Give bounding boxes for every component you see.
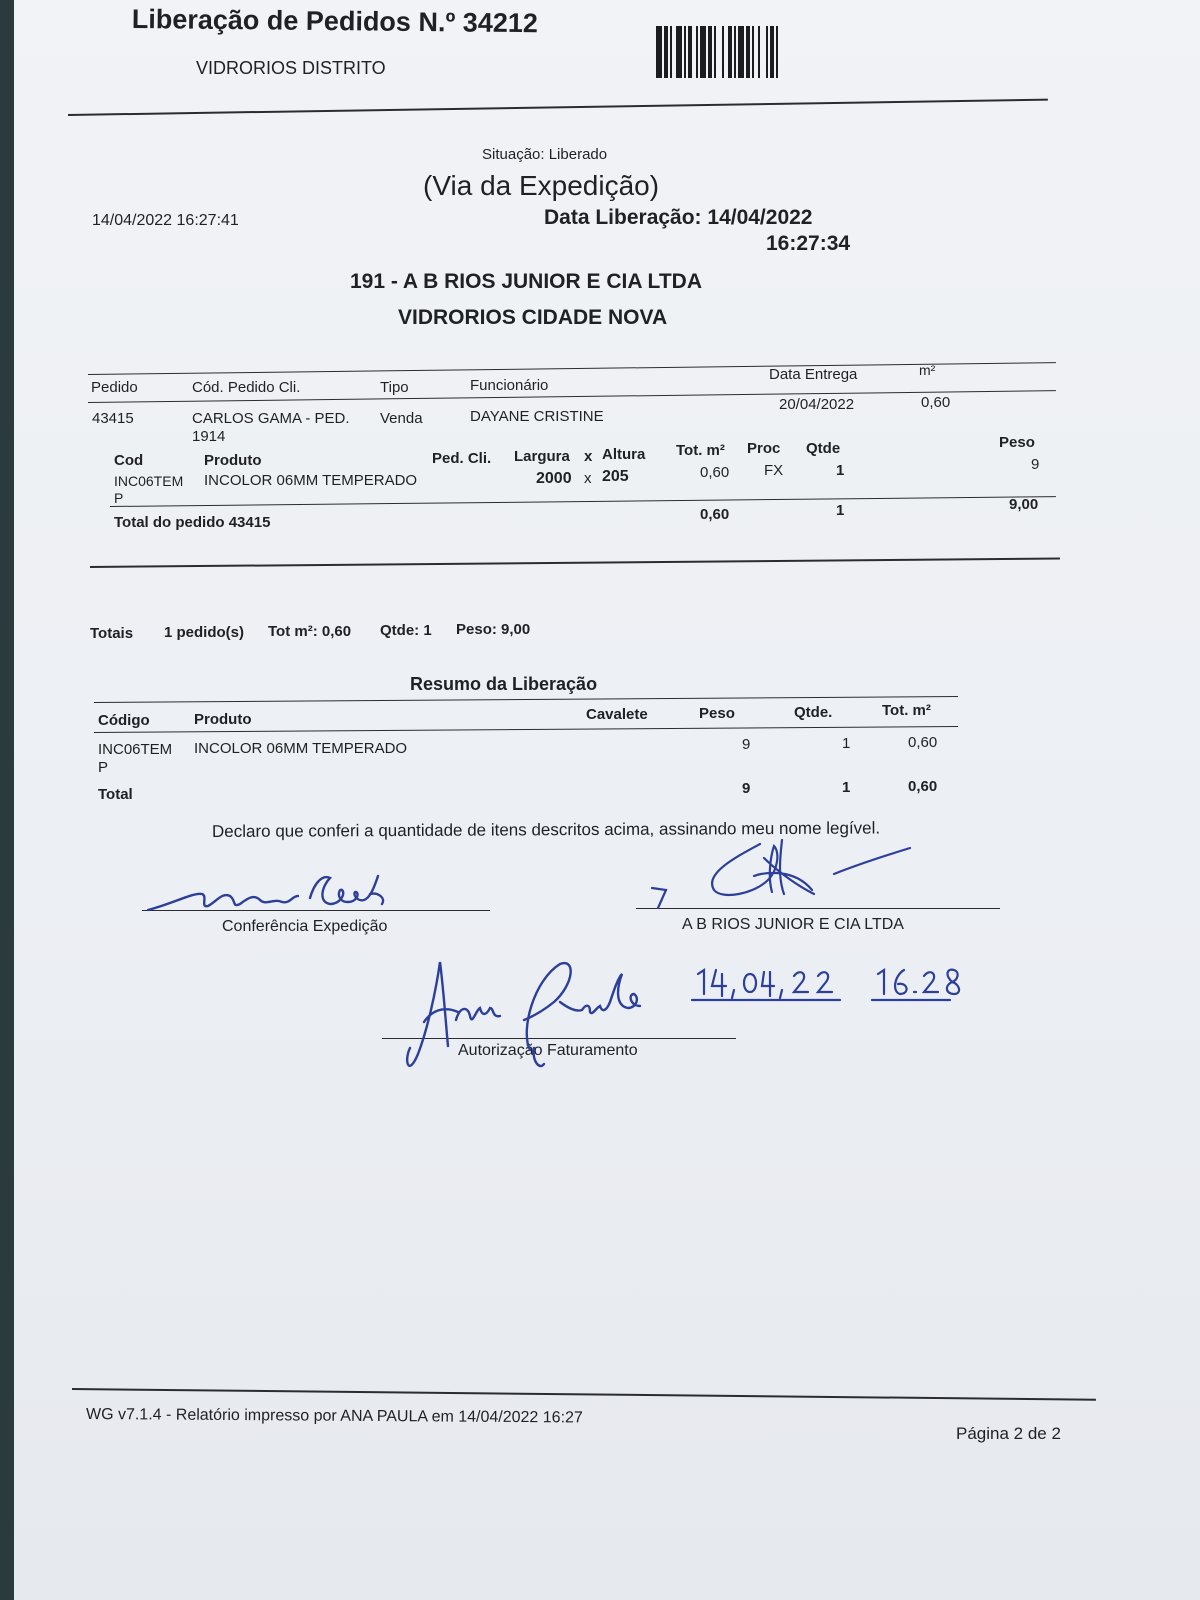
client-name: 191 - A B RIOS JUNIOR E CIA LTDA	[350, 270, 702, 293]
item-header-cod: Cod	[114, 452, 144, 469]
autorizacao-signature	[384, 950, 644, 1080]
col-header-tipo: Tipo	[380, 379, 409, 396]
item-height: 205	[602, 468, 629, 485]
col-header-m2: m²	[919, 362, 936, 378]
document-title: Liberação de Pedidos N.º 34212	[131, 4, 539, 39]
item-proc: FX	[764, 462, 784, 479]
summary-header-peso: Peso	[699, 705, 735, 722]
client-store: VIDRORIOS CIDADE NOVA	[398, 306, 668, 329]
summary-code-cont: P	[98, 759, 109, 776]
print-datetime: 14/04/2022 16:27:41	[92, 212, 239, 229]
client-order-code: CARLOS GAMA - PED.	[192, 410, 350, 427]
item-peso: 9	[1031, 456, 1040, 473]
item-dimension-x: x	[584, 470, 592, 487]
header-divider	[68, 99, 1048, 116]
col-header-funcionario: Funcionário	[470, 377, 549, 394]
item-qtde: 1	[836, 462, 845, 479]
client-order-code-cont: 1914	[192, 428, 226, 445]
conferencia-label: Conferência Expedição	[222, 918, 388, 935]
delivery-date: 20/04/2022	[779, 396, 855, 413]
client-signature	[644, 838, 924, 918]
totals-peso: Peso: 9,00	[456, 621, 531, 638]
summary-header-tot-m2: Tot. m²	[882, 702, 931, 719]
order-type: Venda	[380, 410, 423, 427]
order-total-line	[110, 496, 1056, 507]
summary-total-tot-m2: 0,60	[908, 778, 938, 795]
conferencia-signature	[142, 868, 402, 918]
barcode-gap	[778, 26, 782, 78]
release-time: 16:27:34	[766, 232, 851, 255]
item-code-cont: P	[114, 490, 124, 506]
item-header-largura: Largura	[514, 448, 570, 465]
footer-divider	[72, 1388, 1096, 1401]
item-header-ped-cli: Ped. Cli.	[432, 450, 492, 467]
item-tot-m2: 0,60	[700, 464, 730, 481]
summary-top-line	[94, 696, 958, 703]
declaration-text: Declaro que conferi a quantidade de itens descritos acima, assinando meu nome legível.	[211, 818, 881, 841]
totals-qtde: Qtde: 1	[380, 622, 432, 639]
totals-orders: 1 pedido(s)	[164, 624, 245, 641]
summary-total-label: Total	[98, 786, 133, 803]
item-header-tot-m2: Tot. m²	[676, 442, 725, 459]
summary-header-produto: Produto	[194, 711, 252, 728]
employee-name: DAYANE CRISTINE	[470, 408, 604, 425]
order-total-qtde: 1	[836, 502, 845, 519]
item-product: INCOLOR 06MM TEMPERADO	[204, 472, 418, 489]
order-total-label: Total do pedido 43415	[114, 514, 271, 531]
col-header-pedido: Pedido	[91, 379, 138, 396]
summary-title: Resumo da Liberação	[410, 674, 598, 694]
item-header-altura: Altura	[602, 446, 646, 463]
totals-m2: Tot m²: 0,60	[268, 623, 352, 640]
item-header-peso: Peso	[999, 434, 1035, 451]
branch-subtitle: VIDRORIOS DISTRITO	[196, 58, 386, 78]
summary-total-peso: 9	[742, 780, 751, 797]
summary-header-codigo: Código	[98, 712, 150, 729]
item-header-qtde: Qtde	[806, 440, 841, 457]
release-date-label: Data Liberação: 14/04/2022	[544, 206, 813, 229]
report-footer-text: WG v7.1.4 - Relatório impresso por ANA PAULA em 14/04/2022 16:27	[85, 1406, 583, 1427]
summary-qtde: 1	[842, 735, 851, 752]
item-width: 2000	[536, 470, 572, 487]
barcode-image	[656, 26, 822, 78]
client-signature-label: A B RIOS JUNIOR E CIA LTDA	[682, 916, 904, 933]
col-header-data-entrega: Data Entrega	[769, 366, 858, 383]
handwritten-date	[690, 960, 990, 1008]
page-number: Página 2 de 2	[956, 1424, 1061, 1443]
copy-type-heading: (Via da Expedição)	[423, 170, 660, 201]
item-header-proc: Proc	[747, 440, 781, 457]
order-total-peso: 9,00	[1009, 496, 1039, 513]
col-header-cod-pedido-cli: Cód. Pedido Cli.	[192, 379, 301, 396]
item-header-x: x	[584, 448, 593, 465]
summary-total-qtde: 1	[842, 779, 851, 796]
status-text: Situação: Liberado	[482, 146, 608, 163]
summary-peso: 9	[742, 736, 751, 753]
autorizacao-label: Autorização Faturamento	[458, 1042, 638, 1059]
summary-tot-m2: 0,60	[908, 734, 938, 751]
summary-product: INCOLOR 06MM TEMPERADO	[194, 740, 408, 757]
order-total-m2: 0,60	[700, 506, 730, 523]
summary-header-qtde: Qtde.	[794, 704, 833, 721]
order-number: 43415	[92, 410, 134, 427]
order-table-bottom-line	[90, 558, 1060, 568]
document-page	[14, 0, 1200, 1600]
summary-header-cavalete: Cavalete	[586, 706, 648, 723]
item-header-produto: Produto	[204, 452, 262, 469]
item-code: INC06TEM	[114, 473, 184, 489]
order-table-top-line	[88, 362, 1056, 375]
summary-code: INC06TEM	[98, 741, 173, 758]
totals-label: Totais	[90, 625, 134, 642]
order-m2: 0,60	[921, 394, 951, 411]
